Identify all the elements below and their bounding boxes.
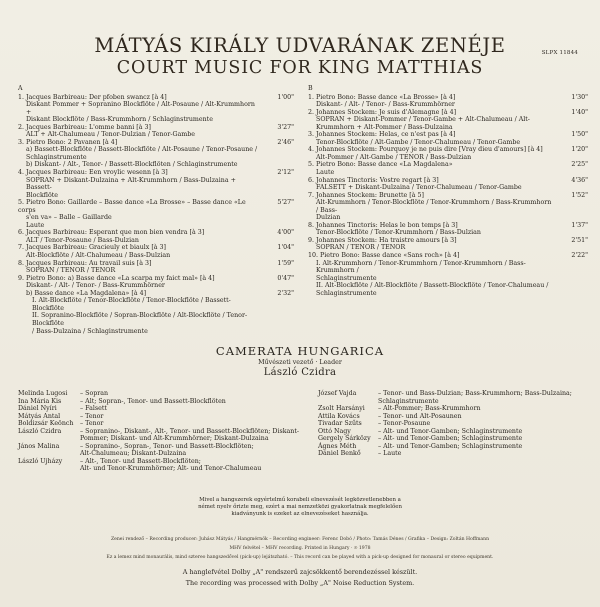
track-title: 5. Pietro Bono: Gaillarde – Basse dance «La Brosse» – Basse dance «Le corps xyxy=(18,199,246,214)
track-instrumentation: SOPRAN / TENOR / TENOR xyxy=(26,267,116,275)
member-row xyxy=(318,435,588,443)
track-entry xyxy=(308,94,588,109)
track-title: 6. Jacques Barbireau: Esperant que mon bien vendra [à 3] xyxy=(18,229,205,237)
side-b-label: B xyxy=(308,85,313,92)
member-row xyxy=(18,420,318,428)
track-instrumentation: Schlaginstrumente xyxy=(316,274,377,282)
member-instruments: Schlaginstrumente xyxy=(378,397,439,405)
title-english: COURT MUSIC FOR KING MATTHIAS xyxy=(116,58,484,78)
track-title: 6. Johannes Tinctoris: Vostre regart [à 3] xyxy=(308,176,439,184)
track-entry xyxy=(308,146,588,161)
member-instruments: – Tenor-Posaune xyxy=(378,420,431,428)
track-instrumentation: SOPRAN / TENOR / TENOR xyxy=(316,244,406,252)
track-instrumentation: I. Alt-Krummhorn / Tenor-Krummhorn / Tenor-Krummhorn / Bass-Krummhorn / xyxy=(316,259,526,275)
member-row xyxy=(318,428,588,436)
track-entry xyxy=(18,229,294,244)
member-instruments: – Falsett xyxy=(80,405,107,413)
track-title: 8. Johannes Tinctoris: Helas le bon temps [à 3] xyxy=(308,221,458,229)
track-title: 2. Jacques Barbireau: L'omme banni [à 3] xyxy=(18,123,151,131)
track-entry xyxy=(308,252,588,297)
track-instrumentation: Schlaginstrumente xyxy=(316,289,377,297)
member-instruments: – Tenor- und Alt-Posaunen xyxy=(378,412,462,420)
member-instruments: – Alt-, Tenor- und Bassett-Blockflöten; xyxy=(80,457,201,465)
member-row xyxy=(18,405,318,413)
members-left xyxy=(18,390,318,473)
ensemble-block xyxy=(0,344,600,378)
track-instrumentation: Krummhorn + Alt-Pommer / Bass-Dulzaina xyxy=(316,123,453,131)
member-name: Ina Mária Kis xyxy=(18,397,62,405)
member-name xyxy=(318,398,378,406)
note-line: kiadványunk is ezeket az elnevezéseket használja. xyxy=(231,510,369,517)
track-entry xyxy=(308,161,588,176)
member-row xyxy=(18,413,318,421)
track-instrumentation: ALT + Alt-Chalumeau / Tenor-Dulzian / Tenor-Gambe xyxy=(26,131,195,139)
track-duration: 5'27" xyxy=(277,199,294,207)
member-row xyxy=(318,405,588,413)
ensemble-role: Művészeti vezető · Leader xyxy=(258,359,342,366)
member-instruments: – Sopranino-, Sopran-, Tenor- und Bassett-Blockflöten; xyxy=(80,442,254,450)
track-instrumentation: Diskant Pommer + Sopranino Blockflöte / Alt-Posaune / Alt-Krummhorn + xyxy=(26,101,255,116)
track-instrumentation: Laute xyxy=(316,169,335,177)
member-name xyxy=(18,435,80,443)
member-name: Ottó Nagy xyxy=(318,427,351,435)
track-instrumentation: FALSETT + Diskant-Dulzaina / Tenor-Chalumeau / Tenor-Gambe xyxy=(316,184,522,192)
track-instrumentation: Alt-Krummhorn / Tenor-Blockflöte / Tenor-Krummhorn / Bass-Krummhorn / Bass- xyxy=(316,199,552,214)
credits xyxy=(20,537,580,564)
member-name: Dániel Nyíri xyxy=(18,405,57,413)
member-instruments: – Alt-Pommer; Bass-Krummhorn xyxy=(378,405,481,413)
track-instrumentation: Blockflöte xyxy=(26,191,59,199)
track-entry xyxy=(308,192,588,222)
track-entry xyxy=(308,109,588,132)
track-duration: 2'46" xyxy=(277,138,294,146)
member-name: Dániel Benkő xyxy=(318,450,361,458)
track-duration: 4'36" xyxy=(571,176,588,184)
track-duration: 2'32" xyxy=(277,289,294,297)
member-name: Mátyás Antal xyxy=(18,412,61,420)
track-entry xyxy=(18,169,294,199)
track-entry xyxy=(308,237,588,252)
track-instrumentation: Diskant- / Alt- / Tenor- / Bass-Krummhörner xyxy=(26,282,165,290)
track-duration: 3'27" xyxy=(277,123,294,131)
member-row xyxy=(18,428,318,436)
track-entry xyxy=(18,290,294,335)
ensemble-name: CAMERATA HUNGARICA xyxy=(215,344,385,358)
member-instruments: – Alt- und Tenor-Gamben; Schlaginstrumente xyxy=(378,427,523,435)
track-title: 1. Jacques Barbireau: Der pfoben swancz [à 4] xyxy=(18,93,167,101)
dolby-note-hungarian: A hanglefvétel Dolby „A" rendszerű zajcsökkentő berendezéssel készült. xyxy=(182,568,418,576)
member-name: Zsolt Harsányi xyxy=(318,405,365,413)
member-name: János Malina xyxy=(18,442,60,450)
side-a-tracklist xyxy=(18,85,294,335)
credits-line: Ez a lemez mind monaurális, mind sztereo hangszedővel (pick-up) lejátszható. – This record can be played with a pick-up designed for monaural or stereo equipment. xyxy=(106,555,494,560)
track-duration: 2'25" xyxy=(571,161,588,169)
track-duration: 1'20" xyxy=(571,146,588,154)
member-row xyxy=(318,443,588,451)
member-instruments: – Sopran xyxy=(80,390,109,397)
track-instrumentation: SOPRAN + Diskant-Pommer / Tenor-Gambe + Alt-Chalumeau / Alt- xyxy=(316,116,530,124)
track-instrumentation: ALT / Tenor-Posaune / Bass-Dulzian xyxy=(26,236,139,244)
member-instruments: – Alt- und Tenor-Gamben; Schlaginstrumente xyxy=(378,435,523,443)
track-title: 4. Johannes Stockem: Pourquoy je ne puis dire [Vray dieu d'amours] [à 4] xyxy=(308,146,543,154)
member-name: Gergely Sárközy xyxy=(318,435,371,443)
member-row xyxy=(18,390,318,398)
member-row xyxy=(318,398,588,406)
member-row xyxy=(318,390,588,398)
track-duration: 2'12" xyxy=(277,169,294,177)
track-instrumentation: s'en va» – Balle – Gaillarde xyxy=(26,214,112,222)
track-entry xyxy=(18,124,294,139)
member-name: László Czidra xyxy=(18,427,62,435)
track-entry xyxy=(308,131,588,146)
track-title: b) Basse dance «La Magdalena» [à 4] xyxy=(26,289,147,297)
dolby-note-english: The recording was processed with Dolby „A" Noise Reduction System. xyxy=(185,579,415,587)
member-name: József Vajda xyxy=(318,390,357,397)
member-instruments: – Sopranino-, Diskant-, Alt-, Tenor- und Bassett-Blockflöten; Diskant- xyxy=(80,427,300,435)
track-title: 3. Johannes Stockem: Helas, ce n'est pas [à 4] xyxy=(308,131,456,139)
track-duration: 2'51" xyxy=(571,236,588,244)
member-row xyxy=(18,435,318,443)
track-title: 7. Johannes Stockem: Brunette [à 5] xyxy=(308,191,424,199)
track-duration: 2'22" xyxy=(571,252,588,260)
track-title: 9. Pietro Bono: a) Basse dance «La scarpa my faict mal» [à 4] xyxy=(18,274,215,282)
note-line: Mivel a hangszerek egyértelmű korabeli elnevezését legközvetlenebben a xyxy=(199,497,401,503)
member-name: Ágnes Méth xyxy=(318,442,357,450)
member-row xyxy=(18,398,318,406)
member-instruments: – Alt; Sopran-, Tenor- und Bassett-Blockflöten xyxy=(80,397,226,405)
track-instrumentation: / Bass-Dulzaina / Schlaginstrumente xyxy=(32,327,148,335)
member-instruments: – Tenor xyxy=(80,420,104,428)
track-duration: 1'00" xyxy=(277,93,294,101)
member-instruments: – Tenor- und Bass-Dulzian; Bass-Krummhorn; Bass-Dulzaina; xyxy=(378,390,572,397)
member-row xyxy=(318,450,588,458)
member-instruments: – Alt- und Tenor-Gamben; Schlaginstrumente xyxy=(378,442,523,450)
track-instrumentation: Alt-Pommer / Alt-Gambe / TENOR / Bass-Dulzian xyxy=(316,153,472,161)
member-instruments: Pommer; Diskant- und Alt-Krummhörner; Diskant-Dulzaina xyxy=(80,435,269,443)
member-name: Attila Kovács xyxy=(318,412,360,420)
member-row xyxy=(18,465,318,473)
track-entry xyxy=(18,94,294,124)
member-row xyxy=(18,458,318,466)
member-name xyxy=(18,465,80,473)
track-instrumentation: SOPRAN + Diskant-Dulzaina + Alt-Krummhorn / Bass-Dulzaina + Bassett- xyxy=(26,176,236,192)
member-instruments: Alt- und Tenor-Krummhörner; Alt- und Tenor-Chalumeau xyxy=(80,465,262,473)
catalog-number: SLPX 11844 xyxy=(541,50,578,56)
track-instrumentation: I. Alt-Blockflöte / Tenor-Blockflöte / Tenor-Blockflöte / Bassett-Blockflöte xyxy=(32,297,231,312)
side-b-tracklist xyxy=(308,85,588,297)
track-title: 2. Johannes Stockem: Je suis d'Alemagne [à 4] xyxy=(308,108,457,116)
track-title: 5. Pietro Bono: Basse dance «La Magdalena» xyxy=(308,161,453,169)
member-row xyxy=(18,450,318,458)
track-instrumentation: b) Diskant- / Alt-, Tenor- / Bassett-Blockflöten / Schlaginstrumente xyxy=(26,161,238,169)
track-instrumentation: Alt-Blockflöte / Alt-Chalumeau / Bass-Dulzian xyxy=(26,252,171,260)
track-instrumentation: Laute xyxy=(26,221,45,229)
track-duration: 1'40" xyxy=(571,108,588,116)
member-instruments: – Tenor xyxy=(80,412,104,420)
member-name: Boldizsár Keönch xyxy=(18,420,74,428)
track-duration: 1'37" xyxy=(571,221,588,229)
track-duration: 1'30" xyxy=(571,93,588,101)
member-name: Tivadar Szűts xyxy=(318,420,362,428)
track-instrumentation: Dulzian xyxy=(316,214,341,222)
track-instrumentation: II. Alt-Blockflöte / Alt-Blockflöte / Bassett-Blockflöte / Tenor-Chalumeau / xyxy=(316,282,549,290)
track-instrumentation: Diskant- / Alt- / Tenor- / Bass-Krummhörner xyxy=(316,101,455,109)
track-entry xyxy=(308,177,588,192)
member-row xyxy=(318,420,588,428)
track-entry xyxy=(18,199,294,229)
member-name: László Ujházy xyxy=(18,457,63,465)
member-instruments: – Laute xyxy=(378,450,402,458)
member-name: Melinda Lugosi xyxy=(18,390,68,397)
ensemble-director: László Czidra xyxy=(263,367,337,378)
member-name xyxy=(18,450,80,458)
member-instruments: Alt-Chalumeau; Diskant-Dulzaina xyxy=(80,450,187,458)
member-row xyxy=(318,413,588,421)
track-duration: 1'59" xyxy=(277,259,294,267)
track-instrumentation: a) Bassett-Blockflöte / Bassett-Blockflöte / Alt-Posaune / Tenor-Posaune / xyxy=(26,146,258,154)
track-instrumentation: Schlaginstrumente xyxy=(26,153,87,161)
note-line: német nyelv őrizte meg, ezért a mai nemzetközi gyakorlatnak megfelelően xyxy=(198,503,402,510)
track-duration: 4'00" xyxy=(277,229,294,237)
track-title: 7. Jacques Barbireau: Gracieuly et biaulx [à 3] xyxy=(18,244,167,252)
track-title: 1. Pietro Bono: Basse dance «La Brosse» [à 4] xyxy=(308,93,456,101)
track-duration: 0'47" xyxy=(277,274,294,282)
track-instrumentation: Tenor-Blockflöte / Tenor-Krummhorn / Bass-Dulzian xyxy=(316,229,481,237)
title-hungarian: MÁTYÁS KIRÁLY UDVARÁNAK ZENÉJE xyxy=(94,34,506,57)
side-a-label: A xyxy=(18,85,23,92)
track-instrumentation: II. Sopranino-Blockflöte / Sopran-Blockflöte / Alt-Blockflöte / Tenor-Blockflöte xyxy=(32,312,248,327)
track-title: 4. Jacques Barbireau: Een vroylic wesenn [à 3] xyxy=(18,169,168,177)
track-duration: 1'50" xyxy=(571,131,588,139)
track-entry xyxy=(18,244,294,259)
track-title: 3. Pietro Bono: 2 Pavanen [à 4] xyxy=(18,138,118,146)
track-duration: 1'52" xyxy=(571,191,588,199)
track-title: 9. Johannes Stockem: Ha traistre amours [à 3] xyxy=(308,236,457,244)
track-duration: 1'04" xyxy=(277,244,294,252)
member-row xyxy=(18,443,318,451)
track-entry xyxy=(18,139,294,169)
credits-line: MHV felvétel – MHV recording. Printed in Hungary · ℗ 1978 xyxy=(229,546,371,551)
track-entry xyxy=(308,222,588,237)
credits-line: Zenei rendező – Recording producer: Juhász Mátyás / Hangmérnök – Recording engineer: Ferenc Dobó / Photo: Tamás Dénes / Grafika – Design: Zoltán Hoffmann xyxy=(110,537,490,542)
members-right xyxy=(318,390,588,458)
track-title: 10. Pietro Bono: Basse dance «Sans roch» [à 4] xyxy=(308,252,460,260)
track-entry xyxy=(18,260,294,275)
track-instrumentation: Diskant Blockflöte / Bass-Krummhorn / Schlaginstrumente xyxy=(26,116,213,124)
track-instrumentation: Tenor-Blockflöte / Alt-Gambe / Tenor-Chalumeau / Tenor-Gambe xyxy=(316,138,521,146)
track-title: 8. Jacques Barbireau: Au travail suis [à 3] xyxy=(18,259,152,267)
track-entry xyxy=(18,275,294,290)
instrument-naming-note xyxy=(170,497,430,517)
